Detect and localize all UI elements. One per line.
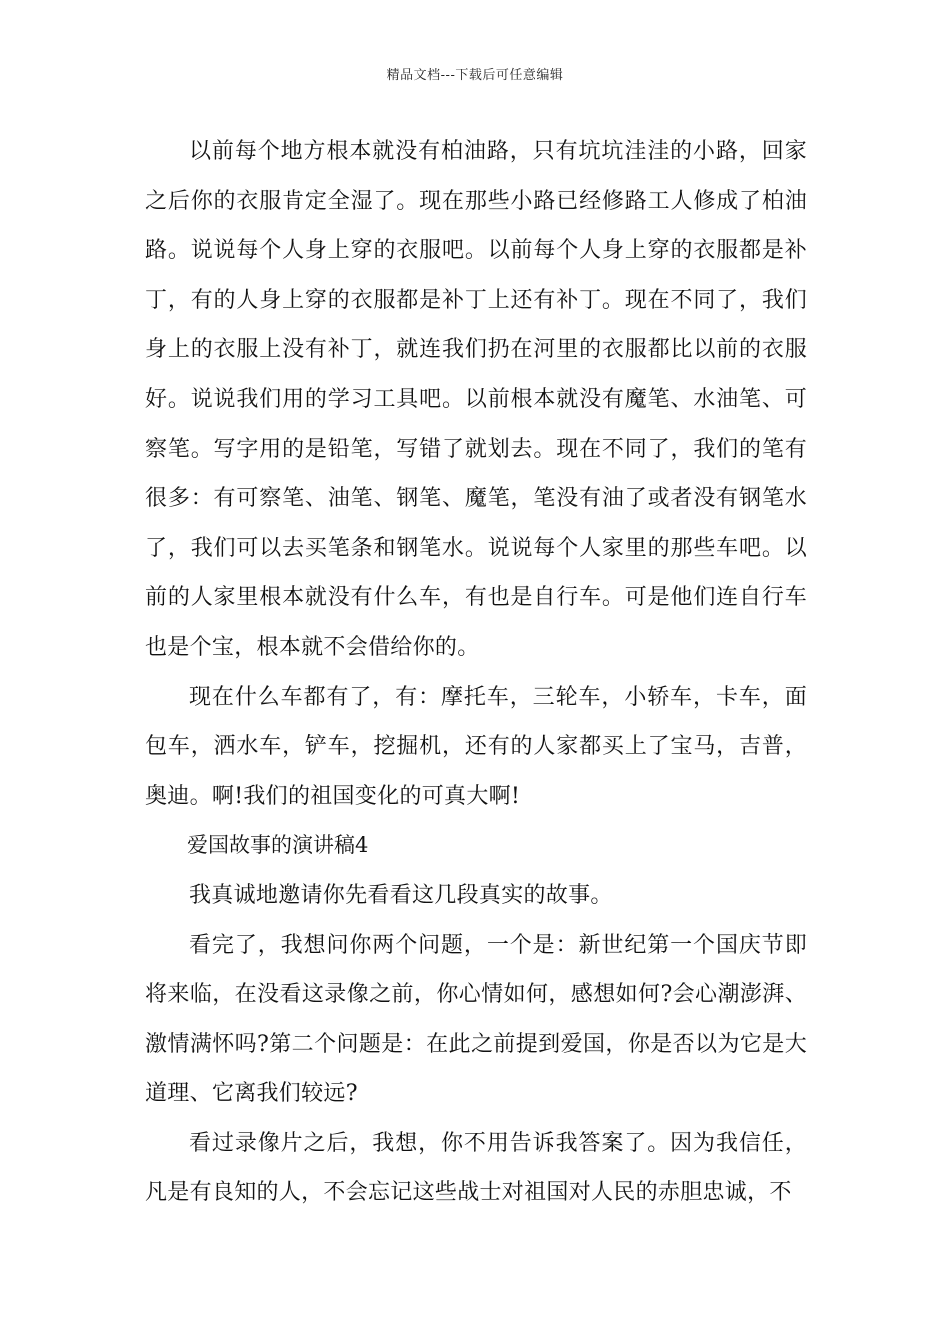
paragraph: 以前每个地方根本就没有柏油路，只有坑坑洼洼的小路，回家之后你的衣服肯定全湿了。现在那些小路已经修路工人修成了柏油路。说说每个人身上穿的衣服吧。以前每个人身上穿的衣服都是补丁，有的人身上穿的衣服都是补丁上还有补丁。现在不同了，我们身上的衣服上没有补丁，就连我们扔在河里的衣服都比以前的衣服好。说说我们用的学习工具吧。以前根本就没有魔笔、水油笔、可察笔。写字用的是铅笔，写错了就划去。现在不同了，我们的笔有很多：有可察笔、油笔、钢笔、魔笔，笔没有油了或者没有钢笔水了，我们可以去买笔条和钢笔水。说说每个人家里的那些车吧。以前的人家里根本就没有什么车，有也是自行车。可是他们连自行车也是个宝，根本就不会借给你的。 [145, 139, 807, 660]
page-header: 精品文档---下载后可任意编辑 [386, 68, 564, 83]
section-title: 爱国故事的演讲稿4 [187, 833, 369, 858]
paragraph: 现在什么车都有了，有：摩托车，三轮车，小轿车，卡车，面包车，洒水车，铲车，挖掘机，还有的人家都买上了宝马，吉普，奥迪。啊!我们的祖国变化的可真大啊! [145, 684, 807, 809]
paragraph: 看过录像片之后，我想，你不用告诉我答案了。因为我信任，凡是有良知的人，不会忘记这些战士对祖国对人民的赤胆忠诚，不 [145, 1130, 807, 1206]
paragraph: 看完了，我想问你两个问题，一个是：新世纪第一个国庆节即将来临，在没看这录像之前，你心情如何，感想如何?会心潮澎湃、激情满怀吗?第二个问题是：在此之前提到爱国，你是否以为它是大道理、它离我们较远? [145, 932, 807, 1107]
document-body [145, 127, 807, 1218]
paragraph: 我真诚地邀请你先看看这几段真实的故事。 [189, 882, 613, 908]
